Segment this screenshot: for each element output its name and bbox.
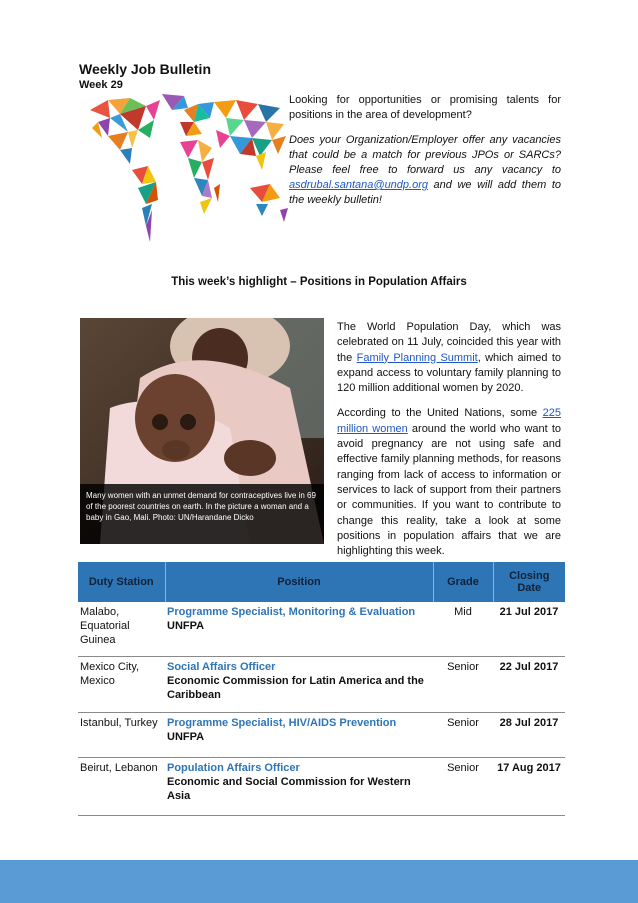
intro-cta-text: Does your Organization/Employer offer any vacancies that could be a match for previous JPOs or SARCs? Please feel free to forward us any vacancy to <box>289 134 561 176</box>
positions-table <box>78 562 565 816</box>
position-title-link[interactable]: Social Affairs Officer <box>167 660 276 673</box>
closing-date-cell: 22 Jul 2017 <box>493 656 565 712</box>
bulletin-title: Weekly Job Bulletin <box>79 61 211 77</box>
position-organization: Economic Commission for Latin America and the Caribbean <box>167 674 424 701</box>
intro-text <box>289 93 561 218</box>
225-million-women-link[interactable]: 225 million women <box>337 407 561 435</box>
week-label: Week 29 <box>79 79 123 91</box>
position-cell <box>165 656 433 712</box>
story-paragraph-1 <box>337 320 561 396</box>
table-header-row <box>78 562 565 602</box>
world-map-triangles <box>90 94 288 242</box>
position-organization: Economic and Social Commission for Western Asia <box>167 775 411 802</box>
position-cell <box>165 602 433 656</box>
position-title-link[interactable]: Programme Specialist, HIV/AIDS Prevention <box>167 716 397 729</box>
position-organization: UNFPA <box>167 620 205 632</box>
grade-cell: Senior <box>433 656 493 712</box>
world-map-illustration <box>80 92 295 252</box>
position-organization: UNFPA <box>167 730 205 743</box>
story-p2-text-end: around the world who want to avoid pregnancy are not using safe and effective family planning methods, for reasons ranging from lack of access to information or services to lack of support from their partners or communities. If you want to contribute to change this reality, take a look at some positions in population affairs that we are highlighting this week. <box>337 422 561 558</box>
closing-date-cell: 21 Jul 2017 <box>493 602 565 656</box>
story-p2-text: According to the United Nations, some <box>337 407 543 420</box>
header-grade: Grade <box>433 562 493 602</box>
section-heading: This week’s highlight – Positions in Population Affairs <box>171 276 467 288</box>
position-title-link[interactable]: Programme Specialist, Monitoring & Evaluation <box>167 606 416 618</box>
header-position: Position <box>165 562 433 602</box>
grade-cell: Senior <box>433 757 493 815</box>
position-cell <box>165 712 433 757</box>
table-row <box>78 712 565 757</box>
intro-question: Looking for opportunities or promising talents for positions in the area of development? <box>289 94 561 121</box>
grade-cell: Senior <box>433 712 493 757</box>
table-row <box>78 757 565 815</box>
duty-station-cell: Beirut, Lebanon <box>78 757 165 815</box>
highlight-story <box>337 320 561 569</box>
duty-station-cell: Malabo, Equatorial Guinea <box>78 602 165 656</box>
position-title-link[interactable]: Population Affairs Officer <box>167 761 300 774</box>
table-row <box>78 602 565 656</box>
grade-cell: Mid <box>433 602 493 656</box>
story-p1-text: The World Population Day, which was celebrated on 11 July, coincided this year with the <box>337 321 561 364</box>
story-p1-text-end: , which aimed to expand access to voluntary family planning to 120 million additional women by 2020. <box>337 351 561 395</box>
closing-date-cell: 17 Aug 2017 <box>493 757 565 815</box>
story-paragraph-2 <box>337 406 561 559</box>
footer-bar <box>0 860 638 903</box>
family-planning-summit-link[interactable]: Family Planning Summit <box>356 351 478 364</box>
contact-email-link[interactable]: asdrubal.santana@undp.org <box>289 179 428 191</box>
header-closing-date: Closing Date <box>493 562 565 602</box>
photo-caption: Many women with an unmet demand for contraceptives live in 69 of the poorest countries on earth. In the picture a woman and a baby in Gao, Mali. Photo: UN/Harandane Dicko <box>80 484 324 544</box>
duty-station-cell: Istanbul, Turkey <box>78 712 165 757</box>
duty-station-cell: Mexico City, Mexico <box>78 656 165 712</box>
position-cell <box>165 757 433 815</box>
intro-call-to-action <box>289 133 561 208</box>
woman-and-baby-photo <box>80 318 324 544</box>
header-duty-station: Duty Station <box>78 562 165 602</box>
table-row <box>78 656 565 712</box>
intro-cta-text-end: and we will add them to the weekly bulletin! <box>289 179 561 206</box>
closing-date-cell: 28 Jul 2017 <box>493 712 565 757</box>
